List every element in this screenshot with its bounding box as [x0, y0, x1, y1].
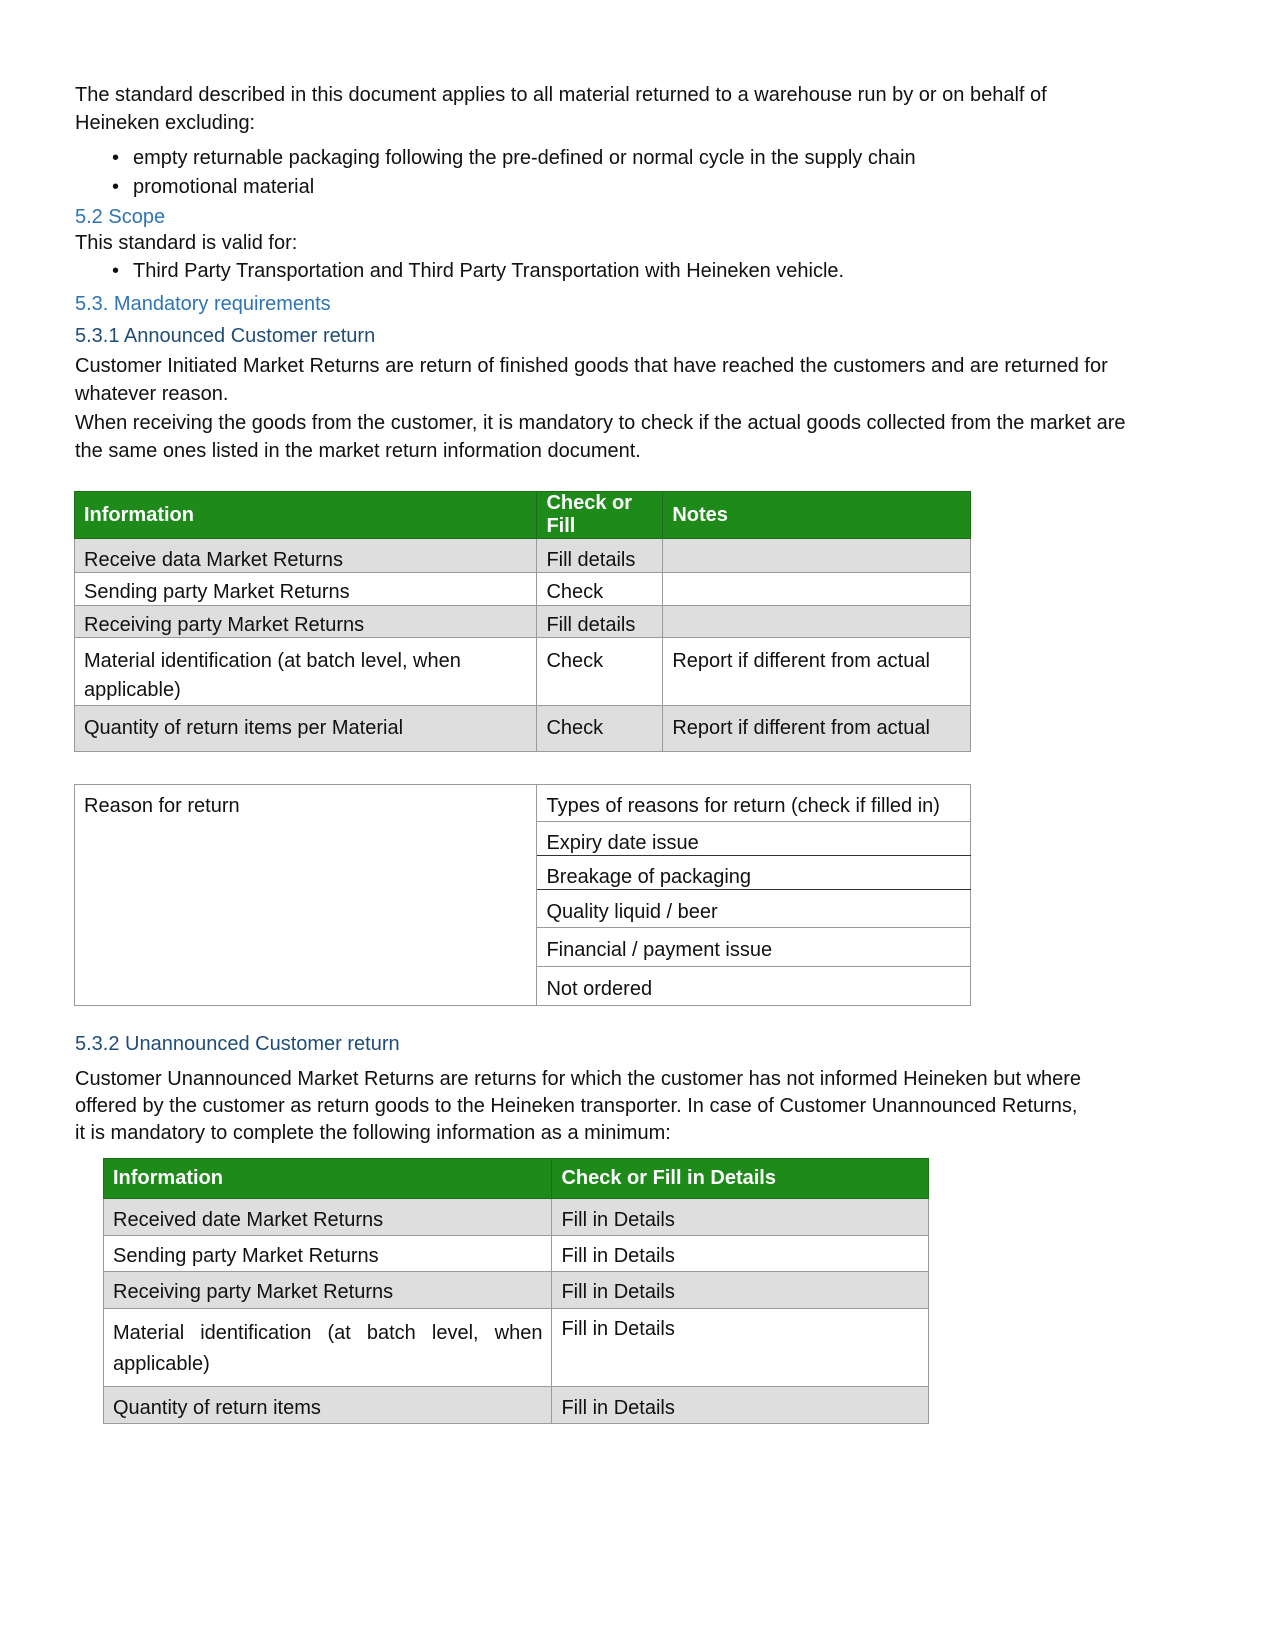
column-header: Check or Fill in Details — [552, 1159, 929, 1199]
table-row — [104, 1272, 929, 1309]
reason-label: Reason for return — [75, 785, 537, 1006]
table-cell: Check — [537, 573, 663, 606]
text-line: whatever reason. — [75, 383, 229, 405]
table-cell: Fill in Details — [552, 1199, 929, 1236]
table-cell: Fill in Details — [552, 1387, 929, 1424]
intro-paragraph — [75, 81, 1047, 137]
intro-line-1: The standard described in this document applies to all material returned to a warehouse run by or on behalf of — [75, 84, 1047, 106]
exclusion-list — [75, 144, 916, 202]
list-item: • promotional material — [75, 173, 916, 202]
scope-list — [75, 257, 844, 286]
table-cell: Check — [537, 706, 663, 752]
scope-text: This standard is valid for: — [75, 232, 298, 254]
announced-paragraph-2 — [75, 409, 1126, 465]
table-cell: Fill details — [537, 606, 663, 638]
reason-item: Financial / payment issue — [537, 928, 971, 967]
table-row — [104, 1387, 929, 1424]
column-header: Information — [104, 1159, 552, 1199]
reasons-header: Types of reasons for return (check if filled in) — [537, 785, 971, 822]
table-cell: Material identification (at batch level, when applicable) — [104, 1309, 552, 1387]
text-line: Customer Initiated Market Returns are return of finished goods that have reached the customers and are returned for — [75, 355, 1108, 377]
reason-item: Quality liquid / beer — [537, 890, 971, 928]
table-header-row — [104, 1159, 929, 1199]
table-cell: Quantity of return items — [104, 1387, 552, 1424]
table-cell: Fill in Details — [552, 1236, 929, 1272]
table-row — [75, 638, 971, 706]
reason-item: Not ordered — [537, 967, 971, 1006]
table-cell: Fill details — [537, 539, 663, 573]
table-cell: Report if different from actual — [663, 706, 971, 752]
unannounced-info-table — [103, 1158, 929, 1424]
intro-line-2: Heineken excluding: — [75, 112, 256, 134]
table-header-row — [75, 492, 971, 539]
list-item: • empty returnable packaging following the pre-defined or normal cycle in the supply chain — [75, 144, 916, 173]
reason-item: Breakage of packaging — [537, 856, 971, 890]
section-heading-mandatory: 5.3. Mandatory requirements — [75, 293, 331, 315]
text-line: When receiving the goods from the customer, it is mandatory to check if the actual goods collected from the market are — [75, 412, 1126, 434]
table-cell: Fill in Details — [552, 1272, 929, 1309]
table-cell: Fill in Details — [552, 1309, 929, 1387]
table-cell: Quantity of return items per Material — [75, 706, 537, 752]
table-cell: Received date Market Returns — [104, 1199, 552, 1236]
table-cell — [663, 539, 971, 573]
table-cell: Receiving party Market Returns — [75, 606, 537, 638]
column-header: Information — [75, 492, 537, 539]
reason-item: Expiry date issue — [537, 822, 971, 856]
table-row — [104, 1309, 929, 1387]
column-header: Check or Fill — [537, 492, 663, 539]
table-row — [75, 573, 971, 606]
table-row — [75, 606, 971, 638]
table-row — [104, 1236, 929, 1272]
table-cell: Sending party Market Returns — [75, 573, 537, 606]
table-row — [75, 785, 971, 822]
reasons-table — [74, 784, 971, 1006]
column-header: Notes — [663, 492, 971, 539]
text-line: Customer Unannounced Market Returns are returns for which the customer has not informed Heineken but where — [75, 1068, 1082, 1090]
table-row — [75, 539, 971, 573]
table-cell: Material identification (at batch level, when applicable) — [75, 638, 537, 706]
text-line: the same ones listed in the market return information document. — [75, 440, 641, 462]
table-cell: Receive data Market Returns — [75, 539, 537, 573]
section-heading-announced: 5.3.1 Announced Customer return — [75, 325, 376, 347]
unannounced-paragraph — [75, 1066, 1081, 1147]
table-row — [75, 706, 971, 752]
table-row — [104, 1199, 929, 1236]
table-cell — [663, 606, 971, 638]
text-line: offered by the customer as return goods to the Heineken transporter. In case of Customer Unannounced Returns, — [75, 1095, 1078, 1117]
announced-paragraph-1 — [75, 352, 1108, 408]
list-item: • Third Party Transportation and Third Party Transportation with Heineken vehicle. — [75, 257, 844, 286]
announced-info-table — [74, 491, 971, 752]
section-heading-scope: 5.2 Scope — [75, 206, 166, 228]
table-cell — [663, 573, 971, 606]
table-cell: Report if different from actual — [663, 638, 971, 706]
table-cell: Sending party Market Returns — [104, 1236, 552, 1272]
text-line: it is mandatory to complete the following information as a minimum: — [75, 1122, 671, 1144]
section-heading-unannounced: 5.3.2 Unannounced Customer return — [75, 1033, 400, 1055]
table-cell: Receiving party Market Returns — [104, 1272, 552, 1309]
table-cell: Check — [537, 638, 663, 706]
